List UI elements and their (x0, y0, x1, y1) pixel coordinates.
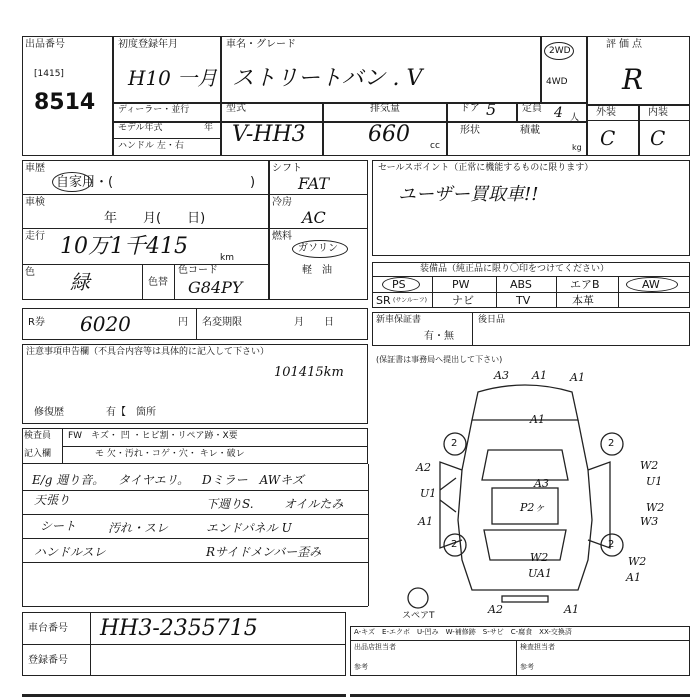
capacity-label: 定員 (522, 103, 542, 114)
recycle-unit: 円 (178, 317, 188, 328)
remark-4: ハンドルスレ (34, 545, 106, 559)
handle-label: ハンドル 左・右 (118, 141, 184, 151)
car-name-value: ストリートバン . V (232, 66, 423, 91)
notes-label: 注意事項申告欄（不具合内容等は具体的に記入して下さい） (26, 347, 270, 357)
fuel-label: 燃料 (272, 231, 292, 242)
remark-6b: オイルたみ (284, 497, 344, 511)
capacity-unit: 人 (570, 113, 580, 123)
warranty-value: 有・無 (424, 331, 454, 342)
remark-1b: タイヤエリ。 (118, 473, 190, 487)
equip-airbag: エアB (570, 278, 600, 291)
dmg-label-11: W3 (640, 515, 659, 528)
usage-value: 自家用・( (56, 175, 114, 190)
damage-codes: A-キズ E-エクボ U-凹み W-補修跡 S-サビ C-腐食 XX-交換済 (354, 628, 572, 636)
doors-label: ドア (460, 103, 480, 114)
fuel-value: ガソリン (298, 243, 338, 254)
color-code-value: G84PY (188, 278, 243, 297)
color-code-label: 色コード (178, 265, 218, 276)
inspector-legend-1: FW キズ・ 凹 ・ヒビ割・リペア跡・X要 (68, 431, 238, 441)
dmg-label-6: U1 (420, 487, 437, 500)
registration-label: 名変期限 (202, 317, 242, 328)
equip-pw: PW (452, 278, 470, 291)
sales-text: ユーザー買取車!! (398, 184, 539, 205)
inspection-label: 車検 (25, 197, 45, 208)
tire-fr: 2 (608, 438, 615, 449)
clerk1-sub: 参考 (354, 663, 368, 671)
shift-value: FAT (298, 174, 330, 193)
equip-tv: TV (516, 294, 531, 307)
dmg-label-1: A3 (494, 369, 509, 382)
interior-label: 内装 (648, 107, 668, 118)
first-reg-label: 初度登録年月 (118, 39, 178, 50)
remark-2: 天張り (34, 493, 71, 507)
type-label: 型式 (226, 103, 246, 114)
equip-leather: 本革 (572, 294, 594, 307)
warranty-label: 新車保証書 (376, 315, 422, 325)
inspector-label-1: 検査員 (24, 431, 52, 441)
dmg-label-8: W2 (640, 459, 659, 472)
dmg-label-7: A1 (418, 515, 433, 528)
drive-4wd: 4WD (546, 77, 568, 87)
drive-2wd: 2WD (549, 46, 571, 56)
fuel-alt: 軽 油 (302, 265, 332, 276)
remark-3: シート (40, 519, 77, 533)
remark-7: エンドパネル U (206, 521, 292, 535)
lot-number: 8514 (34, 90, 96, 115)
displacement-value: 660 (368, 122, 410, 147)
recycle-value: 6020 (80, 312, 131, 336)
remark-6: 下週りS. (206, 497, 254, 511)
grade-label: 評価点 (606, 39, 645, 50)
clerk2-label: 検査担当者 (520, 643, 555, 651)
displacement-label: 排気量 (370, 103, 400, 114)
repair-value: 有【 箇所 (106, 407, 156, 418)
chassis-value: HH3-2355715 (100, 616, 258, 641)
clerk2-sub: 参考 (520, 663, 534, 671)
diagram-note: (保証書は事務局へ提出して下さい) (376, 355, 503, 364)
mileage-value: 10万1千415 (60, 234, 188, 259)
equip-ps: PS (392, 278, 406, 291)
clerk1-label: 出品店担当者 (354, 643, 396, 651)
recycle-label: R券 (28, 317, 45, 328)
ac-value: AC (302, 208, 326, 227)
grade-value: R (622, 63, 644, 96)
load-label: 積載 (520, 125, 540, 136)
mileage-label: 走行 (25, 231, 45, 242)
dmg-label-4: A1 (530, 413, 545, 426)
later-label: 後日品 (478, 315, 506, 325)
car-name-label: 車名・グレード (226, 39, 296, 50)
remark-5: Dミラー AWキズ (202, 473, 304, 487)
exterior-label: 外装 (596, 107, 616, 118)
tire-rl: 2 (451, 539, 458, 550)
tire-fl: 2 (451, 438, 458, 449)
remark-8: Rサイドメンバー歪み (206, 545, 322, 559)
equipment-label: 装備品（純正品に限り〇印をつけてください） (420, 264, 610, 274)
dmg-label-18: A2 (488, 603, 503, 616)
dmg-label-12: A3 (534, 477, 549, 490)
repair-label: 修復歴 (34, 407, 64, 418)
lot-label: 出品番号 (25, 39, 65, 50)
equip-navi: ナビ (452, 294, 474, 307)
shift-label: シフト (272, 163, 302, 174)
lot-bracket: [1415] (34, 69, 64, 79)
shape-label: 形状 (460, 125, 480, 136)
equip-sr: SR (376, 294, 391, 307)
spare-label: スペアT (402, 611, 435, 621)
first-reg-value: H10 一月 (128, 66, 218, 90)
remark-1: E/g 週り音。 (32, 473, 105, 487)
chassis-label: 車台番号 (28, 623, 68, 634)
color-label: 色 (25, 267, 35, 278)
doors-value: 5 (486, 100, 497, 119)
exterior-value: C (600, 126, 616, 150)
load-unit: kg (572, 143, 582, 152)
dmg-label-16: W2 (628, 555, 647, 568)
tire-rr: 2 (608, 539, 615, 550)
dealer-label: ディーラー・並行 (118, 105, 190, 115)
interior-value: C (650, 126, 666, 150)
usage-close: ) (250, 175, 256, 190)
equip-abs: ABS (510, 278, 532, 291)
dmg-label-15: UA1 (528, 567, 552, 580)
sales-label: セールスポイント（正常に機能するものに限ります） (378, 163, 594, 173)
dmg-label-17: A1 (626, 571, 641, 584)
inspector-label-2: 記入欄 (24, 449, 52, 459)
capacity-value: 4 (554, 105, 563, 121)
ac-label: 冷房 (272, 197, 292, 208)
dmg-label-10: W2 (646, 501, 665, 514)
dmg-label-3: A1 (570, 371, 585, 384)
registration-value: 月 日 (294, 317, 334, 328)
inspector-legend-2: モ 欠・汚れ・コゲ・穴・ キレ・破レ (68, 449, 245, 459)
dmg-label-19: A1 (564, 603, 579, 616)
equip-aw: AW (642, 278, 660, 291)
dmg-label-14: W2 (530, 551, 549, 564)
inspection-value: 年 月( 日) (104, 211, 206, 226)
dmg-label-2: A1 (532, 369, 547, 382)
displacement-unit: cc (430, 141, 440, 151)
remark-3b: 汚れ・スレ (108, 521, 169, 535)
model-year-label: モデル年式 (118, 123, 163, 133)
dmg-label-5: A2 (416, 461, 431, 474)
dmg-label-9: U1 (646, 475, 663, 488)
dmg-label-13: P2ヶ (520, 501, 546, 514)
year-label: 年 (204, 123, 214, 133)
color-value: 緑 (70, 270, 90, 294)
equip-sr-note: (サンルーフ) (393, 297, 427, 304)
mileage-unit: km (220, 253, 234, 263)
notes-mileage: 101415km (274, 365, 344, 380)
repaint-label: 色替 (148, 277, 168, 288)
type-value: V-HH3 (232, 122, 306, 147)
reg-label: 登録番号 (28, 655, 68, 666)
usage-label: 車歴 (25, 163, 45, 174)
